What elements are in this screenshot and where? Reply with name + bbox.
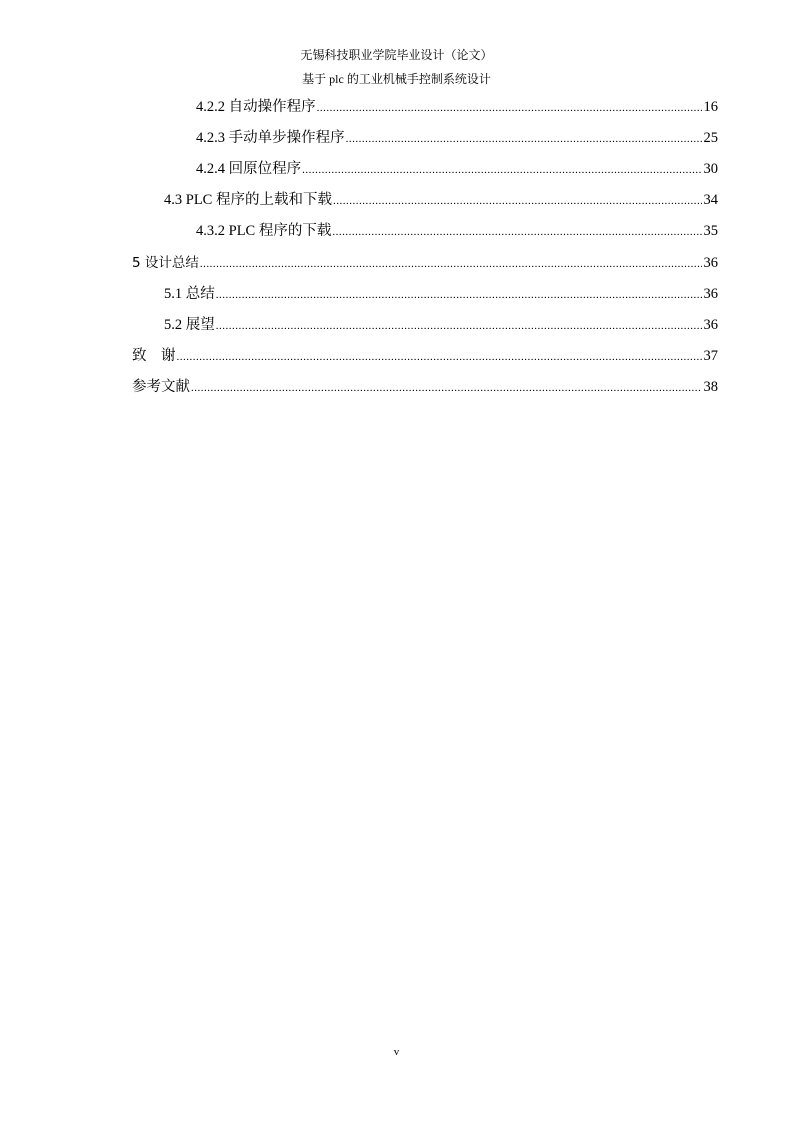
toc-entry-label: 5.2 展望: [164, 317, 215, 333]
toc-entry-page: 36: [703, 317, 718, 333]
toc-entry-label: 4.2.4 回原位程序: [196, 161, 302, 177]
toc-entry-5-1[interactable]: [164, 285, 718, 303]
toc-dot-leader: [333, 192, 702, 210]
toc-entry-label: 5 设计总结: [132, 255, 199, 271]
toc-entry-label: 4.3 PLC 程序的上载和下载: [164, 192, 332, 208]
toc-entry-4-2-3[interactable]: [196, 129, 718, 147]
page-number: v: [393, 1046, 400, 1058]
toc-entry-label: 4.2.2 自动操作程序: [196, 99, 316, 115]
toc-dot-leader: [177, 348, 702, 366]
toc-dot-leader: [317, 99, 702, 117]
toc-entry-page: 36: [703, 286, 718, 302]
toc-entry-page: 37: [703, 348, 718, 364]
toc-entry-page: 30: [703, 161, 718, 177]
toc-dot-leader: [191, 379, 702, 397]
toc-dot-leader: [302, 161, 701, 179]
toc-entry-label: 4.3.2 PLC 程序的下载: [196, 223, 332, 239]
document-header-school: 无锡科技职业学院毕业设计（论文）: [300, 48, 493, 62]
toc-dot-leader: [346, 130, 702, 148]
toc-dot-leader: [332, 223, 701, 241]
toc-entry-page: 34: [703, 192, 718, 208]
toc-entry-references[interactable]: [132, 378, 718, 396]
toc-entry-page: 25: [703, 130, 718, 146]
toc-entry-5-2[interactable]: [164, 316, 718, 334]
toc-entry-label: 致 谢: [132, 348, 176, 364]
toc-entry-page: 35: [703, 223, 718, 239]
document-header-title: 基于 plc 的工业机械手控制系统设计: [302, 72, 491, 86]
toc-dot-leader: [216, 317, 702, 335]
toc-entry-page: 38: [703, 379, 718, 395]
toc-dot-leader: [216, 286, 702, 304]
toc-dot-leader: [200, 255, 702, 273]
toc-entry-4-2-4[interactable]: [196, 160, 718, 178]
toc-entry-label: 参考文献: [132, 379, 190, 395]
toc-entry-label: 4.2.3 手动单步操作程序: [196, 130, 345, 146]
toc-entry-page: 16: [703, 99, 718, 115]
toc-entry-label: 5.1 总结: [164, 286, 215, 302]
toc-entry-page: 36: [703, 255, 718, 271]
toc-entry-4-2-2[interactable]: [196, 98, 718, 116]
toc-entry-4-3[interactable]: [164, 191, 718, 209]
toc-entry-5[interactable]: [132, 254, 718, 272]
toc-entry-acknowledgements[interactable]: [132, 347, 718, 365]
toc-entry-4-3-2[interactable]: [196, 222, 718, 240]
